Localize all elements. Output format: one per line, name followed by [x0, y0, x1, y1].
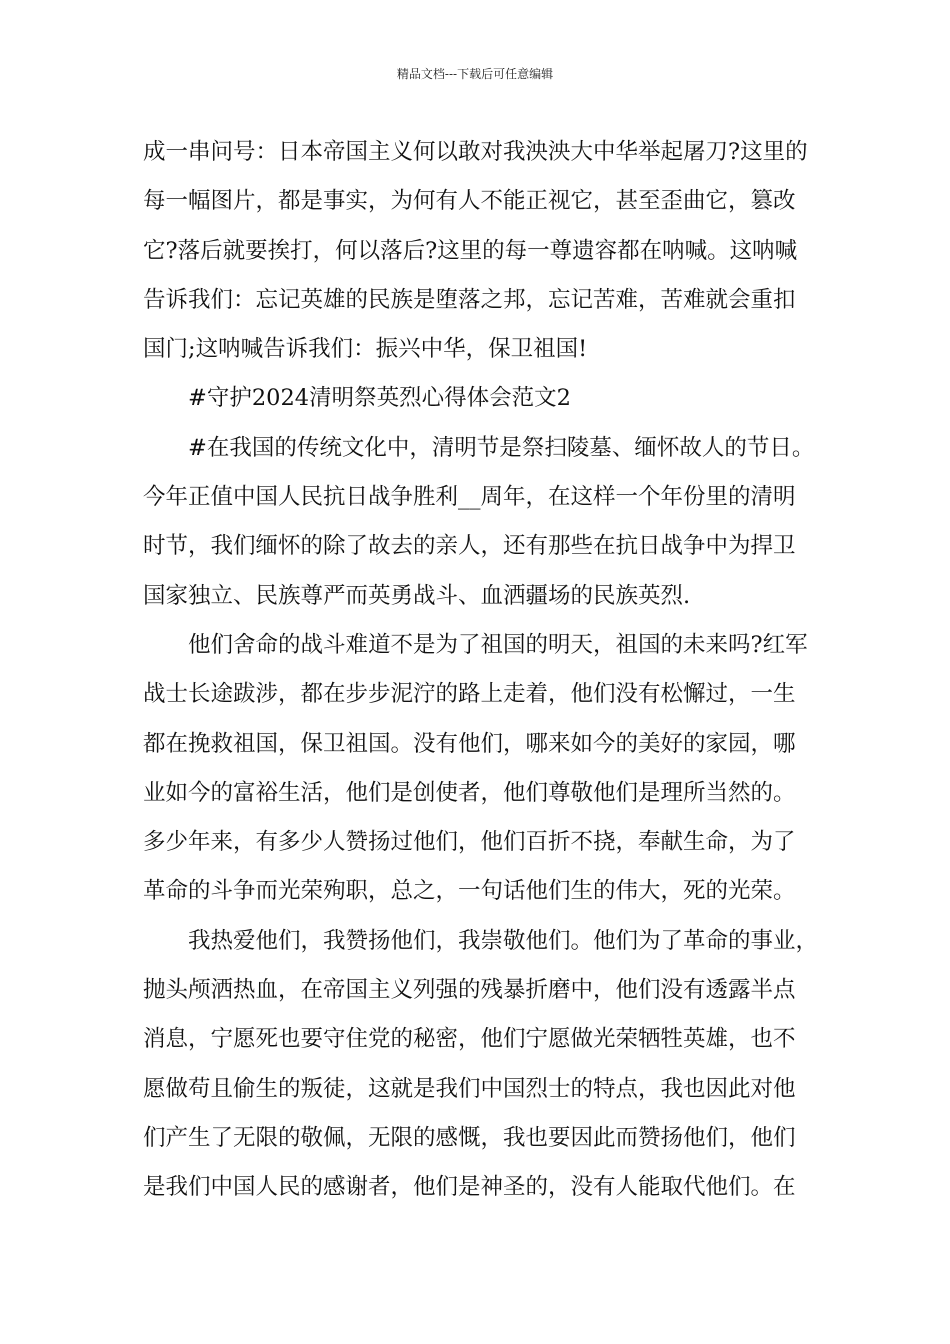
document-body: [143, 128, 819, 1213]
text-line: #守护2024清明祭英烈心得体会范文2: [188, 385, 571, 412]
text-line: 愿做苟且偷生的叛徒，这就是我们中国烈士的特点，我也因此对他: [143, 1075, 796, 1102]
text-line: 抛头颅洒热血，在帝国主义列强的残暴折磨中，他们没有透露半点: [143, 977, 796, 1004]
text-line: 多少年来，有多少人赞扬过他们，他们百折不挠，奉献生命，为了: [143, 829, 796, 856]
text-line: 成一串问号：日本帝国主义何以敢对我泱泱大中华举起屠刀?这里的: [143, 139, 808, 165]
text-line: #在我国的传统文化中，清明节是祭扫陵墓、缅怀故人的节日。: [188, 434, 815, 461]
text-line: 战士长途跋涉，都在步步泥泞的路上走着，他们没有松懈过，一生: [143, 681, 796, 708]
text-line: 是我们中国人民的感谢者，他们是神圣的，没有人能取代他们。在: [143, 1174, 796, 1201]
text-line: 今年正值中国人民抗日战争胜利__周年，在这样一个年份里的清明: [143, 484, 796, 511]
text-line: 每一幅图片，都是事实，为何有人不能正视它，甚至歪曲它，篡改: [143, 188, 796, 215]
text-line: 们产生了无限的敬佩，无限的感慨，我也要因此而赞扬他们，他们: [143, 1124, 796, 1151]
page-header: 精品文档---下载后可任意编辑: [396, 67, 554, 81]
text-line: 业如今的富裕生活，他们是创使者，他们尊敬他们是理所当然的。: [143, 779, 796, 806]
text-line: 告诉我们：忘记英雄的民族是堕落之邦，忘记苦难，苦难就会重扣: [143, 286, 796, 313]
text-line: 我热爱他们，我赞扬他们，我崇敬他们。他们为了革命的事业，: [188, 927, 819, 954]
text-line: 革命的斗争而光荣殉职，总之，一句话他们生的伟大，死的光荣。: [143, 878, 796, 905]
text-line: 国门;这呐喊告诉我们：振兴中华，保卫祖国!: [143, 336, 588, 363]
text-line: 时节，我们缅怀的除了故去的亲人，还有那些在抗日战争中为捍卫: [143, 533, 796, 560]
text-line: 他们舍命的战斗难道不是为了祖国的明天，祖国的未来吗?红军: [188, 631, 808, 658]
text-line: 国家独立、民族尊严而英勇战斗、血洒疆场的民族英烈.: [143, 582, 691, 609]
text-line: 它?落后就要挨打，何以落后?这里的每一尊遗容都在呐喊。这呐喊: [143, 237, 798, 264]
text-line: 都在挽救祖国，保卫祖国。没有他们，哪来如今的美好的家园，哪: [143, 730, 796, 757]
text-line: 消息，宁愿死也要守住党的秘密，他们宁愿做光荣牺牲英雄，也不: [143, 1026, 796, 1053]
